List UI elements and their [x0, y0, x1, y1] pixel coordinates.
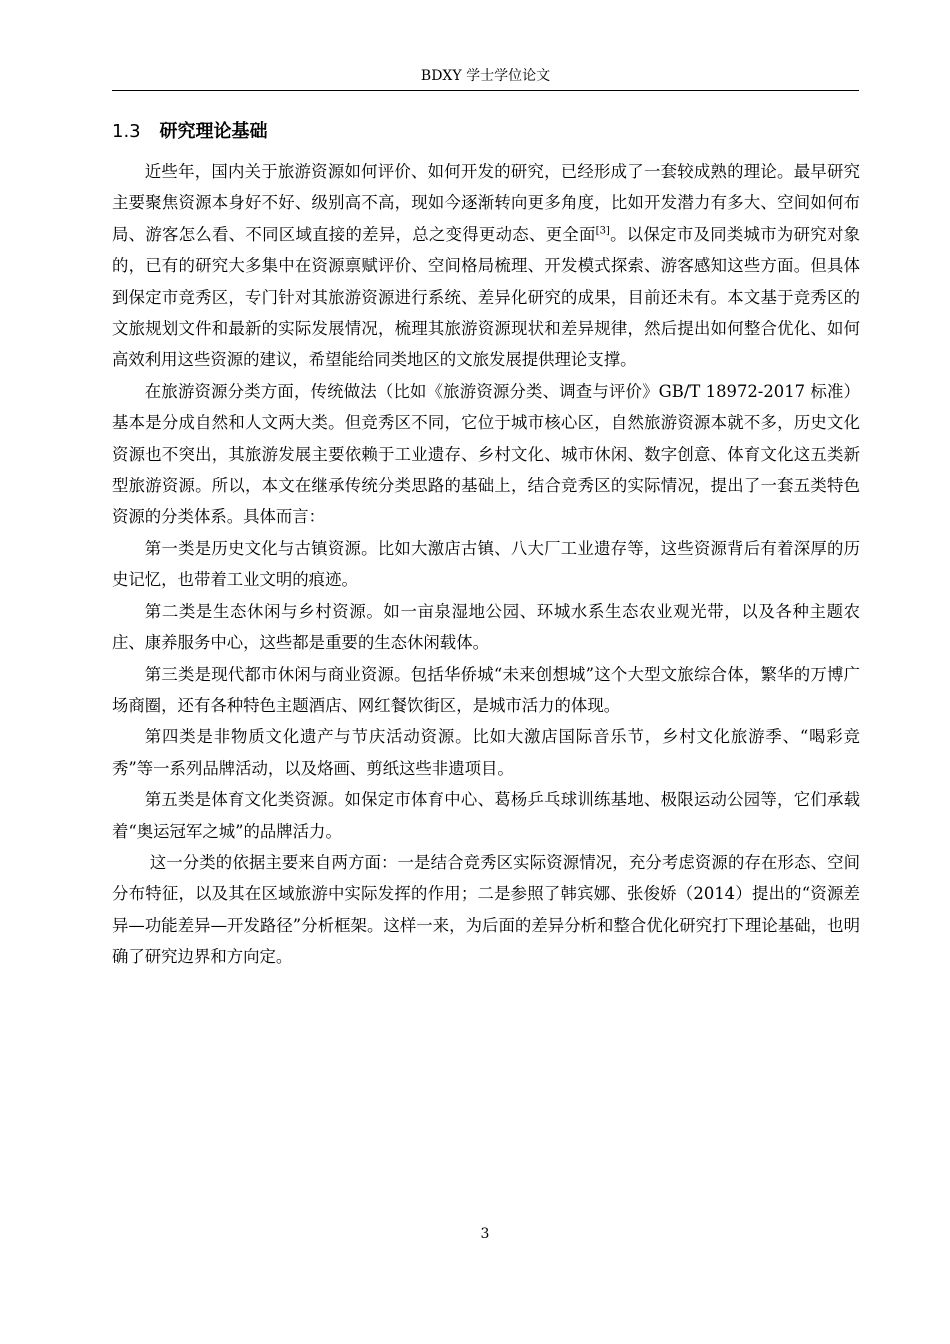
paragraph: 第一类是历史文化与古镇资源。比如大激店古镇、八大厂工业遗存等，这些资源背后有着深厚的历史记忆，也带着工业文明的痕迹。 — [112, 538, 860, 590]
paragraph-text: 近些年，国内关于旅游资源如何评价、如何开发的研究，已经形成了一套较成熟的理论。最早研究主要聚焦资源本身好不好、级别高不高，现如今逐渐转向更多角度，比如开发潜力有多大、空间如何布局、游客怎么看、不同区域直接的差异，总之变得更动态、更全面 — [112, 162, 860, 244]
citation: [3] — [595, 225, 610, 237]
paragraph-text: 。以保定市及同类城市为研究对象的，已有的研究大多集中在资源禀赋评价、空间格局梳理、开发模式探索、游客感知这些方面。但具体到保定市竞秀区，专门针对其旅游资源进行系统、差异化研究的成果，目前还未有。本文基于竞秀区的文旅规划文件和最新的实际发展情况，梳理其旅游资源现状和差异规律，然后提出如何整合优化、如何高效利用这些资源的建议，希望能给同类地区的文旅发展提供理论支撑。 — [112, 224, 861, 370]
paragraph: 第二类是生态休闲与乡村资源。如一亩泉湿地公园、环城水系生态农业观光带，以及各种主题农庄、康养服务中心，这些都是重要的生态休闲载体。 — [112, 601, 860, 653]
section-number: 1.3 — [112, 121, 141, 142]
paragraph: 在旅游资源分类方面，传统做法（比如《旅游资源分类、调查与评价》GB/T 18972-2017 标准）基本是分成自然和人文两大类。但竞秀区不同，它位于城市核心区，自然旅游资源本就不多，历史文化资源也不突出，其旅游发展主要依赖于工业遗存、乡村文化、城市休闲、数字创意、体育文化这五类新型旅游资源。所以，本文在继承传统分类思路的基础上，结合竞秀区的实际情况，提出了一套五类特色资源的分类体系。具体而言： — [112, 381, 860, 527]
paragraph: 第三类是现代都市休闲与商业资源。包括华侨城“未来创想城”这个大型文旅综合体，繁华的万博广场商圈，还有各种特色主题酒店、网红餐饮街区，是城市活力的体现。 — [112, 664, 860, 715]
section-heading — [112, 119, 267, 145]
page-number: 3 — [480, 1226, 490, 1242]
section-title: 研究理论基础 — [159, 121, 268, 142]
paragraph: 第五类是体育文化类资源。如保定市体育中心、葛杨乒乓球训练基地、极限运动公园等，它们承载着“奥运冠军之城”的品牌活力。 — [112, 790, 860, 841]
paragraph: 第四类是非物质文化遗产与节庆活动资源。比如大激店国际音乐节，乡村文化旅游季、“喝彩竞秀”等一系列品牌活动，以及烙画、剪纸这些非遗项目。 — [112, 727, 860, 778]
header-title: BDXY 学士学位论文 — [420, 68, 551, 84]
page-header — [112, 64, 859, 91]
paragraph — [112, 156, 860, 376]
paragraph: 这一分类的依据主要来自两方面：一是结合竞秀区实际资源情况，充分考虑资源的存在形态、空间分布特征，以及其在区域旅游中实际发挥的作用；二是参照了韩宾娜、张俊娇（2014）提出的“资源差异—功能差异—开发路径”分析框架。这样一来，为后面的差异分析和整合优化研究打下理论基础，也明确了研究边界和方向定。 — [112, 852, 860, 967]
body-text — [112, 156, 860, 973]
